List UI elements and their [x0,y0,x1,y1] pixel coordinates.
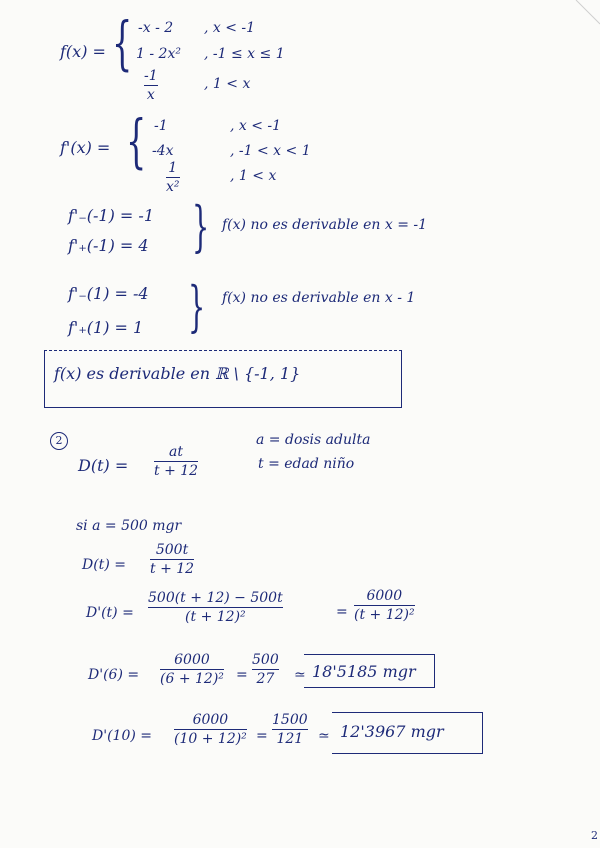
def-a: a = dosis adulta [256,432,371,448]
lim-a1: f'₋(-1) = -1 [68,206,154,225]
D500-num: 500t [155,542,189,558]
f-case-3-num: -1 [144,68,158,84]
f-lhs: f(x) = [60,42,106,61]
f-case-2-expr: 1 - 2x² [136,46,181,62]
concl-b: f(x) no es derivable en x - 1 [222,290,416,306]
Dp-r-den: (t + 12)² [354,607,415,623]
D10-num: 6000 [192,712,229,728]
D6-r-frac [252,652,279,687]
D6-den: (6 + 12)² [160,671,224,687]
page-fold-edge [570,0,600,30]
D-frac [154,444,198,479]
D-num: at [169,444,184,460]
D6-frac [160,652,224,687]
fp-brace: { [126,107,147,175]
f-case-1-expr: -x - 2 [138,20,174,36]
D6-result: 18'5185 mgr [312,662,416,681]
D6-num: 6000 [174,652,210,668]
fp-lhs: f'(x) = [60,138,111,157]
D6-lhs: D'(6) = [88,667,140,683]
Dp-r-frac [354,588,415,623]
f-case-1-cond: , x < -1 [204,20,256,36]
exercise-number: 2 [50,432,68,450]
D6-eq: = [236,667,248,683]
f-case-3-cond: , 1 < x [204,76,251,92]
Dp-num: 500(t + 12) − 500t [148,590,283,606]
f-brace: { [112,9,133,77]
fp-case-1-expr: -1 [154,118,168,134]
D-den: t + 12 [154,463,199,479]
D6-r-den: 27 [256,671,275,687]
Dp-r-num: 6000 [366,588,403,604]
f-case-2-cond: , -1 ≤ x ≤ 1 [204,46,285,62]
page-number: 2 [591,829,598,842]
lim-a2: f'₊(-1) = 4 [68,236,149,255]
D10-approx: ≃ [318,728,330,744]
D500-lhs: D(t) = [82,557,126,573]
def-t: t = edad niño [258,456,355,472]
lim-b-brace: } [188,275,206,338]
D500-frac [150,542,194,577]
fp-case-1-cond: , x < -1 [230,118,282,134]
D500-den: t + 12 [150,561,195,577]
fp-case-3-cond: , 1 < x [230,168,277,184]
D10-den: (10 + 12)² [174,731,247,747]
D10-result: 12'3967 mgr [340,722,444,741]
Dp-eq: = [336,604,348,620]
D10-r-num: 1500 [272,712,308,728]
D6-r-num: 500 [252,652,279,668]
D-lhs: D(t) = [78,456,129,475]
D6-approx: ≃ [294,667,306,683]
D10-frac [174,712,247,747]
f-case-3-frac [144,68,158,103]
fp-case-3-den: x² [166,179,180,195]
Dp-frac [148,590,283,625]
fp-case-2-expr: -4x [152,143,174,159]
fp-case-3-frac [166,160,180,195]
lim-a-brace: } [192,195,210,258]
Dp-lhs: D'(t) = [86,605,134,621]
D10-lhs: D'(10) = [92,728,152,744]
f-case-3-den: x [146,87,155,103]
concl-a: f(x) no es derivable en x = -1 [222,217,428,233]
final-box-text: f(x) es derivable en ℝ \ {-1, 1} [54,364,301,383]
D10-r-frac [272,712,308,747]
si-line: si a = 500 mgr [76,518,182,534]
D10-r-den: 121 [276,731,304,747]
fp-case-3-num: 1 [168,160,178,176]
D10-eq: = [256,728,268,744]
fp-case-2-cond: , -1 < x < 1 [230,143,311,159]
Dp-den: (t + 12)² [185,609,246,625]
lim-b2: f'₊(1) = 1 [68,318,144,337]
lim-b1: f'₋(1) = -4 [68,284,149,303]
